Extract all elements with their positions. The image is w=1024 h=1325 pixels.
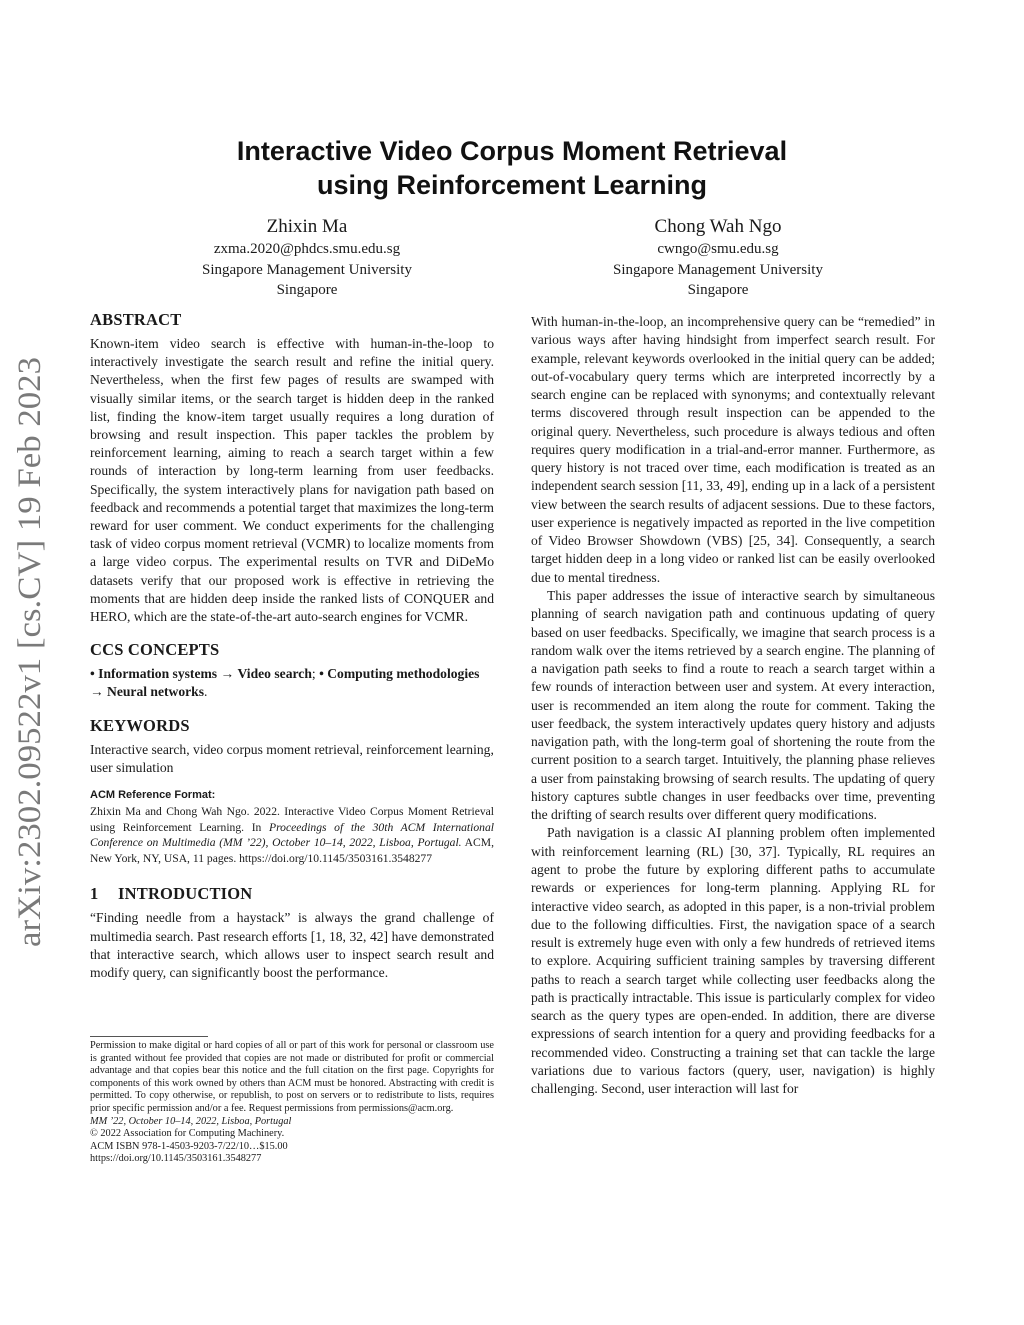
ccs-concepts [90, 665, 494, 701]
permission-text: Permission to make digital or hard copies of all or part of this work for personal or classroom use is granted without fee provided that copies are not made or distributed for profit or commercial advantage and that copies bear this notice and the full citation on the first page. Copyrights for components of this work owned by others than ACM must be honored. Abstracting with credit is permitted. To copy otherwise, or republish, to post on servers or to redistribute to lists, requires prior specific permission and/or a fee. Request permissions from permissions@acm.org. [90, 1040, 494, 1114]
paper-title [90, 134, 934, 202]
right-column [531, 313, 935, 1098]
introduction-paragraph: “Finding needle from a haystack” is always the grand challenge of multimedia search. Past research efforts [1, 18, 32, 42] have demonstrated that interactive search, which allows user to inspect search result and modify query, can significantly boost the performance. [90, 910, 494, 981]
keywords-heading: KEYWORDS [90, 715, 190, 735]
author-affiliation: Singapore Management University [613, 261, 823, 278]
acm-reference-proceedings: Proceedings of the 30th ACM International Conference on Multimedia (MM ’22), October 10–14, 2022, Lisboa, Portugal. [90, 820, 494, 850]
footnote-rule [90, 1036, 208, 1037]
copyright-notice: © 2022 Association for Computing Machinery. [90, 1128, 285, 1140]
author-email: cwngo@smu.edu.sg [657, 241, 779, 257]
ccs-term: • Information systems [90, 666, 218, 682]
ccs-term: Neural networks [107, 684, 205, 700]
ccs-term: • Computing methodologies [319, 666, 480, 682]
author-block-1 [97, 215, 517, 301]
doi-link[interactable]: https://doi.org/10.1145/3503161.3548277 [90, 1153, 262, 1165]
ccs-arrow: → [90, 684, 107, 700]
ccs-arrow: → [217, 666, 238, 682]
ccs-term: Video search [237, 666, 312, 682]
left-column [90, 310, 494, 982]
keywords-text: Interactive search, video corpus moment retrieval, reinforcement learning, user simulation [90, 741, 494, 775]
acm-reference-part-1: Zhixin Ma and Chong Wah Ngo. 2022. Interactive Video Corpus Moment Retrieval using Reinforcement Learning. In [90, 805, 494, 834]
arxiv-identifier-text: arXiv:2302.09522v1 [cs.CV] 19 Feb 2023 [12, 387, 48, 947]
acm-reference-text [90, 804, 494, 866]
acm-reference-heading: ACM Reference Format: [90, 789, 216, 802]
section-title: INTRODUCTION [118, 884, 253, 904]
ccs-separator: ; [311, 666, 320, 682]
ccs-end: . [204, 684, 208, 700]
author-affiliation: Singapore Management University [202, 261, 412, 278]
author-name: Chong Wah Ngo [654, 216, 782, 237]
author-name: Zhixin Ma [266, 216, 348, 237]
permission-notice [90, 1040, 494, 1166]
body-paragraph: Path navigation is a classic AI planning problem often implemented with reinforcement learning (RL) [30, 37]. Typically, RL requires an agent to probe the future by exploring different paths to accumulate rewards or experiences for long-term planning. Applying RL for interactive video search, as adopted in this paper, is a non-trivial problem due to the following difficulties. First, the navigation space of a search result is extremely huge even with only a few hundreds of retrieved items to explore. Acquiring sufficient training samples by traversing different paths to reach a search target while collecting user feedbacks along the path is practically intractable. This issue is particularly complex for video search as the query types are open-ended. In addition, there are diverse expressions of search intention for a query and providing feedbacks for a recommended video. Constructing a training set that can tackle the large variations due to various factors (query, user, navigation) is highly challenging. Second, user interaction will last for [531, 825, 935, 1097]
author-email: zxma.2020@phdcs.smu.edu.sg [213, 241, 401, 257]
ccs-heading: CCS CONCEPTS [90, 640, 220, 660]
author-block-2 [508, 215, 928, 301]
abstract-heading: ABSTRACT [90, 310, 182, 329]
acm-reference-part-2: ACM, New York, NY, USA, 11 pages. https://doi.org/10.1145/3503161.3548277 [90, 836, 494, 865]
author-country: Singapore [276, 282, 338, 298]
body-paragraph: This paper addresses the issue of interactive search by simultaneous planning of search navigation path and continuous updating of query based on user feedbacks. Specifically, we imagine that search process is a random walk over the items retrieved by a search engine. The planning of a navigation path seeks to find a route to reach a search target within a few rounds of interaction between user and system. At every interaction, user is recommended an item along the route for comment. Taking the user feedback, the system interactively updates query history and adjusts navigation path, with the long-term goal of shortening the route from the current position to a search target. Intuitively, the planning phase relieves a user from painstaking browsing of search results. The updating of query history captures subtle changes in user feedbacks over time, preventing the drifting of search results over different query modifications. [531, 587, 935, 823]
section-heading-introduction [90, 884, 494, 904]
isbn-line: ACM ISBN 978-1-4503-9203-7/22/10…$15.00 [90, 1140, 288, 1152]
abstract-text: Known-item video search is effective with human-in-the-loop to interactively investigate the search result and refine the initial query. Nevertheless, when the first few pages of results are swamped with visually similar items, or the search target is hidden deep in the ranked list, finding the know-item target usually requires a long duration of browsing and result inspection. This paper tackles the problem by reinforcement learning, aiming to reach a search target within a few rounds of interaction by long-term learning from user feedbacks. Specifically, the system interactively plans for navigation path based on feedback and recommends a potential target that maximizes the long-term reward for user comment. We conduct experiments for the challenging task of video corpus moment retrieval (VCMR) to localize moments from a large video corpus. The experimental results on TVR and DiDeMo datasets verify that our proposed work is effective in retrieving the moments that are hidden deep inside the ranked lists of CONQUER and HERO, which are the state-of-the-art auto-search engines for VCMR. [90, 336, 494, 625]
author-country: Singapore [687, 282, 749, 298]
section-number: 1 [90, 884, 99, 904]
paper-title-line-2: using Reinforcement Learning [316, 170, 708, 200]
body-paragraph: With human-in-the-loop, an incomprehensive query can be “remedied” in various ways after having hindsight from imperfect search result. For example, relevant keywords overlooked in the initial query can be added; out-of-vocabulary query terms which are interpreted incorrectly by a search engine can be replaced with synonyms; and contextually relevant terms discovered through result inspection can be appended to the original query. Nevertheless, such procedure is always tedious and often requires query modification in a trial-and-error manner. Furthermore, as query history is not traced over time, each modification is treated as an independent search session [11, 33, 49], ending up in a lack of a persistent view between the search results of adjacent sessions. Due to these factors, user experience is negatively impacted as reported in the live competition of Video Browser Showdown (VBS) [25, 34]. Consequently, a search target hidden deep in a long video or ranked list can be easily overlooked due to mental tiredness. [531, 314, 935, 585]
arxiv-identifier [12, 355, 68, 950]
paper-title-line-1: Interactive Video Corpus Moment Retrieval [236, 136, 788, 166]
conference-venue: MM ’22, October 10–14, 2022, Lisboa, Portugal [90, 1115, 292, 1127]
